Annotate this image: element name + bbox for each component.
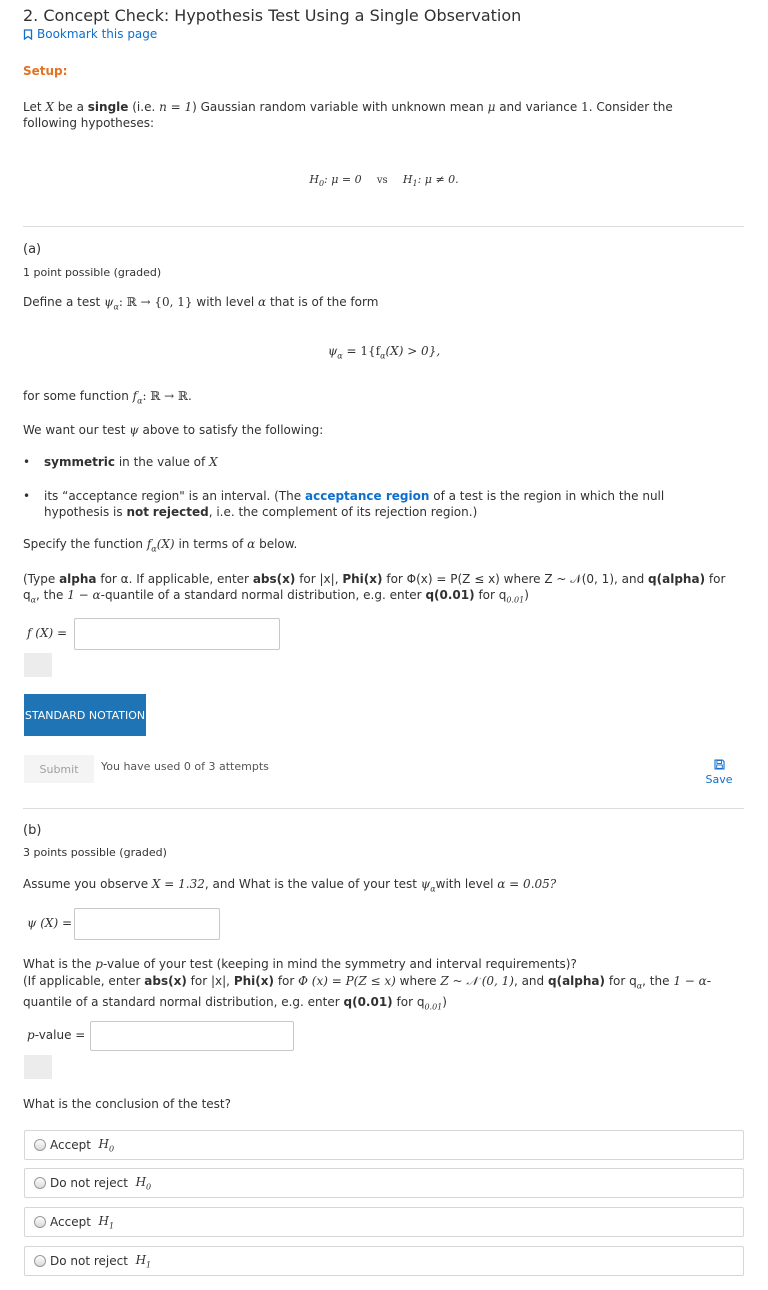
radio-button[interactable] (34, 1177, 46, 1189)
option-accept-h1[interactable]: Accept $H_1$ (24, 1207, 744, 1237)
psi-input[interactable] (74, 908, 220, 940)
input-instructions: (Type alpha for α. If applicable, enter abs(x) for |x|, Phi(x) for Φ(x) = P(Z ≤ x) where Z ~ 𝒩(0, 1), and q(alpha) for $q_\alpha$, the 1 − α-quantile of a standard normal distribution, e.g. enter q(0.01) for $q_{0.01}$) (23, 572, 726, 605)
save-label: Save (705, 773, 733, 786)
option-label: Accept (50, 1215, 91, 1229)
radio-button[interactable] (34, 1216, 46, 1228)
part-a-define: Define a test $\psi_\alpha$: ℝ → {0, 1} with level α that is of the form (23, 295, 379, 312)
option-do-not-reject-h1[interactable]: Do not reject $H_1$ (24, 1246, 744, 1276)
pvalue-instructions: (If applicable, enter abs(x) for |x|, Phi(x) for Φ (x) = P(Z ≤ x) where Z ~ 𝒩 (0, 1), and q(alpha) for $q_\alpha$, the 1 − α-quantile of a standard normal distribution, e.g. enter q(0.01) for $q_{0.01}$) (23, 974, 712, 1012)
test-form-formula: $\psi_\alpha = 1\{f_\alpha(X) > 0\}$, (327, 344, 441, 361)
part-b-label: (b) (23, 823, 42, 838)
fx-preview (24, 653, 52, 677)
option-label: Do not reject (50, 1254, 128, 1268)
bookmark-label: Bookmark this page (37, 27, 158, 41)
fx-input[interactable] (74, 618, 280, 650)
divider (23, 808, 744, 809)
fx-label: f (X) = (27, 626, 68, 640)
part-b-assume: Assume you observe X = 1.32, and What is the value of your test $\psi_\alpha with$ level α = 0.05? (23, 877, 557, 894)
setup-text: Let X be a single (i.e. n = 1) Gaussian random variable with unknown mean μ and variance 1. Consider the following hypotheses: (23, 100, 673, 130)
psi-label: ψ (X) = (27, 916, 72, 930)
pvalue-input[interactable] (90, 1021, 294, 1051)
acceptance-region-link[interactable]: acceptance region (305, 489, 430, 503)
conclusion-question: What is the conclusion of the test? (23, 1097, 231, 1111)
option-label: Do not reject (50, 1176, 128, 1190)
submit-button-a[interactable]: Submit (24, 755, 94, 783)
part-a-points: 1 point possible (graded) (23, 266, 162, 279)
save-icon (714, 759, 725, 770)
bullet-acceptance: • its “acceptance region" is an interval. (The acceptance region of a test is the region in which the null hypothesis is not rejected, i.e. the complement of its rejection region.) (23, 489, 665, 519)
attempts-text: You have used 0 of 3 attempts (101, 760, 269, 773)
part-a-label: (a) (23, 242, 42, 257)
pvalue-question: What is the p-value of your test (keeping in mind the symmetry and interval requirements)? (23, 957, 577, 971)
hypotheses-formula: $H_0$: μ = 0 vs $H_1$: μ ≠ 0. (309, 173, 459, 189)
save-button[interactable] (702, 759, 736, 786)
option-accept-h0[interactable]: Accept $H_0$ (24, 1130, 744, 1160)
page-title: 2. Concept Check: Hypothesis Test Using a Single Observation (23, 6, 522, 25)
pvalue-preview (24, 1055, 52, 1079)
for-some-function: for some function $f_\alpha$: ℝ → ℝ. (23, 389, 192, 406)
option-do-not-reject-h0[interactable]: Do not reject $H_0$ (24, 1168, 744, 1198)
specify-text: Specify the function $f_\alpha(X)$ in terms of α below. (23, 537, 298, 554)
option-label: Accept (50, 1138, 91, 1152)
want-text: We want our test ψ above to satisfy the following: (23, 423, 324, 437)
bookmark-link[interactable] (23, 27, 157, 41)
setup-label: Setup: (23, 64, 68, 78)
standard-notation-button[interactable]: STANDARD NOTATION (24, 694, 146, 736)
part-b-points: 3 points possible (graded) (23, 846, 167, 859)
pvalue-label: p-value = (27, 1028, 86, 1042)
divider (23, 226, 744, 227)
radio-button[interactable] (34, 1255, 46, 1267)
radio-button[interactable] (34, 1139, 46, 1151)
bookmark-icon (23, 29, 33, 40)
